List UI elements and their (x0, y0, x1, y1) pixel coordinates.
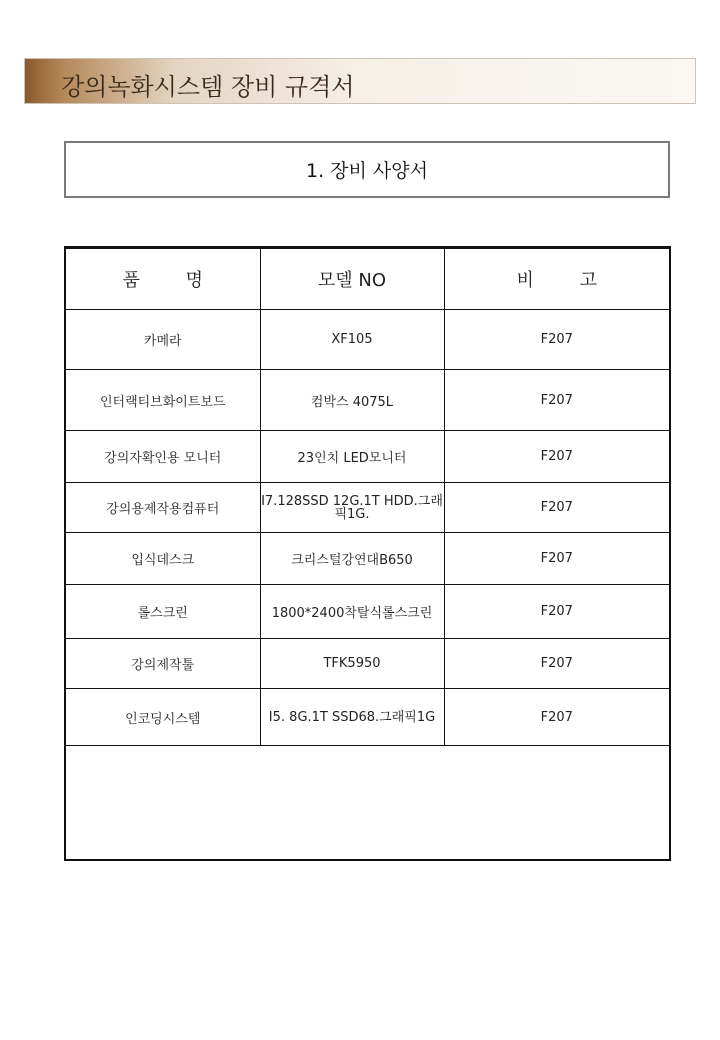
document-title-bar (24, 58, 696, 104)
document-title: 강의녹화시스템 장비 규격서 (61, 73, 355, 101)
cell-remarks: F207 (444, 310, 669, 370)
cell-model-no: I7.128SSD 12G.1T HDD.그래픽1G. (260, 483, 444, 533)
table-row (66, 310, 669, 370)
table-row (66, 483, 669, 533)
cell-item-name: 강의용제작용컴퓨터 (66, 483, 260, 533)
header-item-name: 품 명 (66, 249, 260, 310)
cell-model-no: 크리스털강연대B650 (260, 533, 444, 585)
cell-item-name: 롤스크린 (66, 585, 260, 639)
cell-remarks: F207 (444, 483, 669, 533)
header-model-no: 모델 NO (260, 249, 444, 310)
cell-item-name: 인코딩시스템 (66, 689, 260, 746)
cell-remarks: F207 (444, 533, 669, 585)
spec-table-frame (64, 246, 671, 861)
table-row (66, 431, 669, 483)
cell-model-no: XF105 (260, 310, 444, 370)
cell-remarks: F207 (444, 431, 669, 483)
cell-remarks: F207 (444, 689, 669, 746)
spec-table (66, 249, 669, 746)
section-heading: 1. 장비 사양서 (306, 160, 428, 182)
table-row (66, 370, 669, 431)
cell-model-no: TFK5950 (260, 639, 444, 689)
cell-model-no: 컴박스 4075L (260, 370, 444, 431)
cell-model-no: 1800*2400착탈식롤스크린 (260, 585, 444, 639)
cell-item-name: 카메라 (66, 310, 260, 370)
header-remarks: 비 고 (444, 249, 669, 310)
cell-remarks: F207 (444, 639, 669, 689)
section-heading-box (64, 141, 670, 198)
table-row (66, 689, 669, 746)
cell-item-name: 입식데스크 (66, 533, 260, 585)
cell-model-no: I5. 8G.1T SSD68.그래픽1G (260, 689, 444, 746)
table-row (66, 639, 669, 689)
cell-remarks: F207 (444, 585, 669, 639)
cell-remarks: F207 (444, 370, 669, 431)
table-row (66, 533, 669, 585)
cell-item-name: 강의제작툴 (66, 639, 260, 689)
table-header-row (66, 249, 669, 310)
table-row (66, 585, 669, 639)
cell-model-no: 23인치 LED모니터 (260, 431, 444, 483)
cell-item-name: 강의자확인용 모니터 (66, 431, 260, 483)
cell-item-name: 인터랙티브화이트보드 (66, 370, 260, 431)
